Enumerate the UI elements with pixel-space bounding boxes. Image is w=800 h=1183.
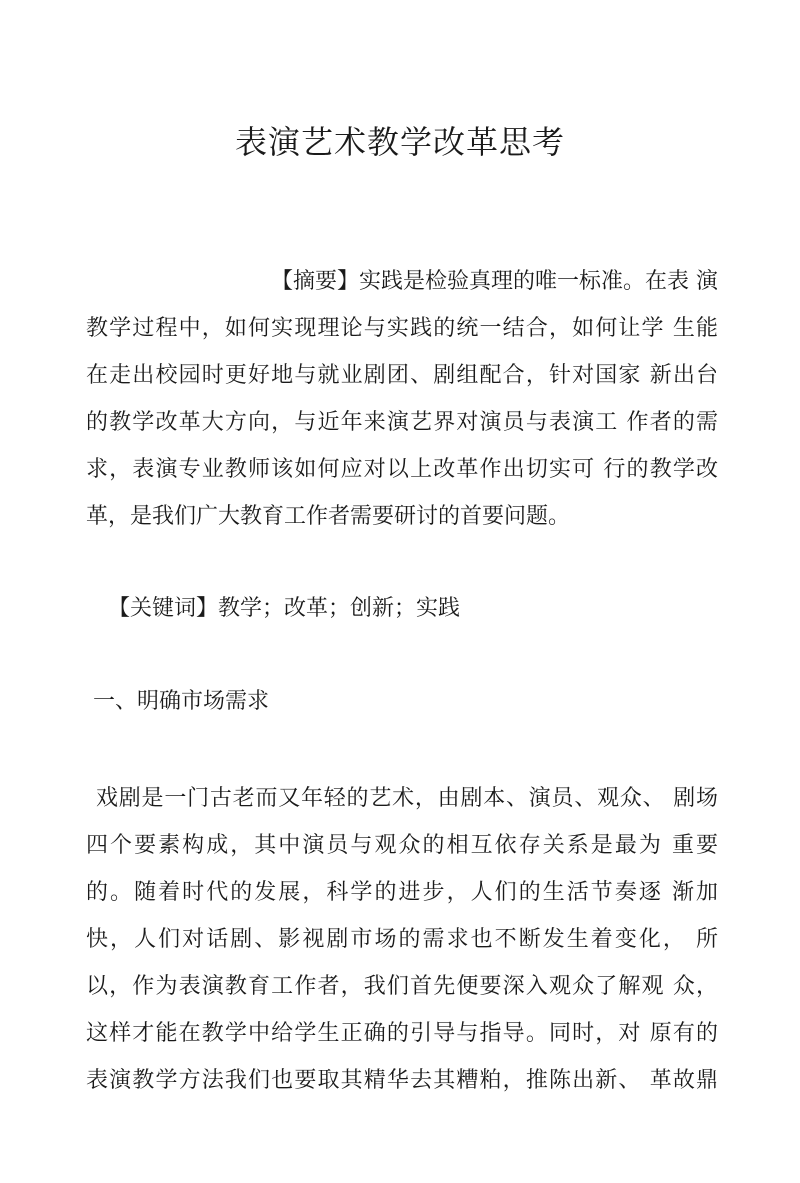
abstract-line: 求，表演专业教师该如何应对以上改革作出切实可 行的教学改 <box>86 457 718 482</box>
abstract-line: 教学过程中，如何实现理论与实践的统一结合，如何让学 生能 <box>86 316 718 341</box>
abstract-line: 【摘要】实践是检验真理的唯一标准。在表 演 <box>271 269 718 294</box>
abstract-line: 在走出校园时更好地与就业剧团、剧组配合，针对国家 新出台 <box>86 363 718 388</box>
document-title: 表演艺术教学改革思考 <box>234 123 565 161</box>
body-line: 四个要素构成，其中演员与观众的相互依存关系是最为 重要 <box>86 833 718 858</box>
keywords: 【关键词】教学；改革；创新；实践 <box>108 596 461 621</box>
body-line: 这样才能在教学中给学生正确的引导与指导。同时，对 原有的 <box>86 1021 718 1046</box>
section-heading: 一、明确市场需求 <box>93 689 270 714</box>
body-line: 快，人们对话剧、影视剧市场的需求也不断发生着变化， 所 <box>86 927 718 952</box>
abstract-line: 革，是我们广大教育工作者需要研讨的首要问题。 <box>86 504 571 529</box>
abstract-line: 的教学改革大方向，与近年来演艺界对演员与表演工 作者的需 <box>86 410 718 435</box>
body-line: 以，作为表演教育工作者，我们首先便要深入观众了解观 众， <box>86 974 718 999</box>
body-line: 表演教学方法我们也要取其精华去其糟粕，推陈出新、 革故鼎 <box>86 1068 718 1093</box>
body-line: 的。随着时代的发展，科学的进步，人们的生活节奏逐 渐加 <box>86 880 718 905</box>
body-line: 戏剧是一门古老而又年轻的艺术，由剧本、演员、观众、 剧场 <box>96 786 718 811</box>
